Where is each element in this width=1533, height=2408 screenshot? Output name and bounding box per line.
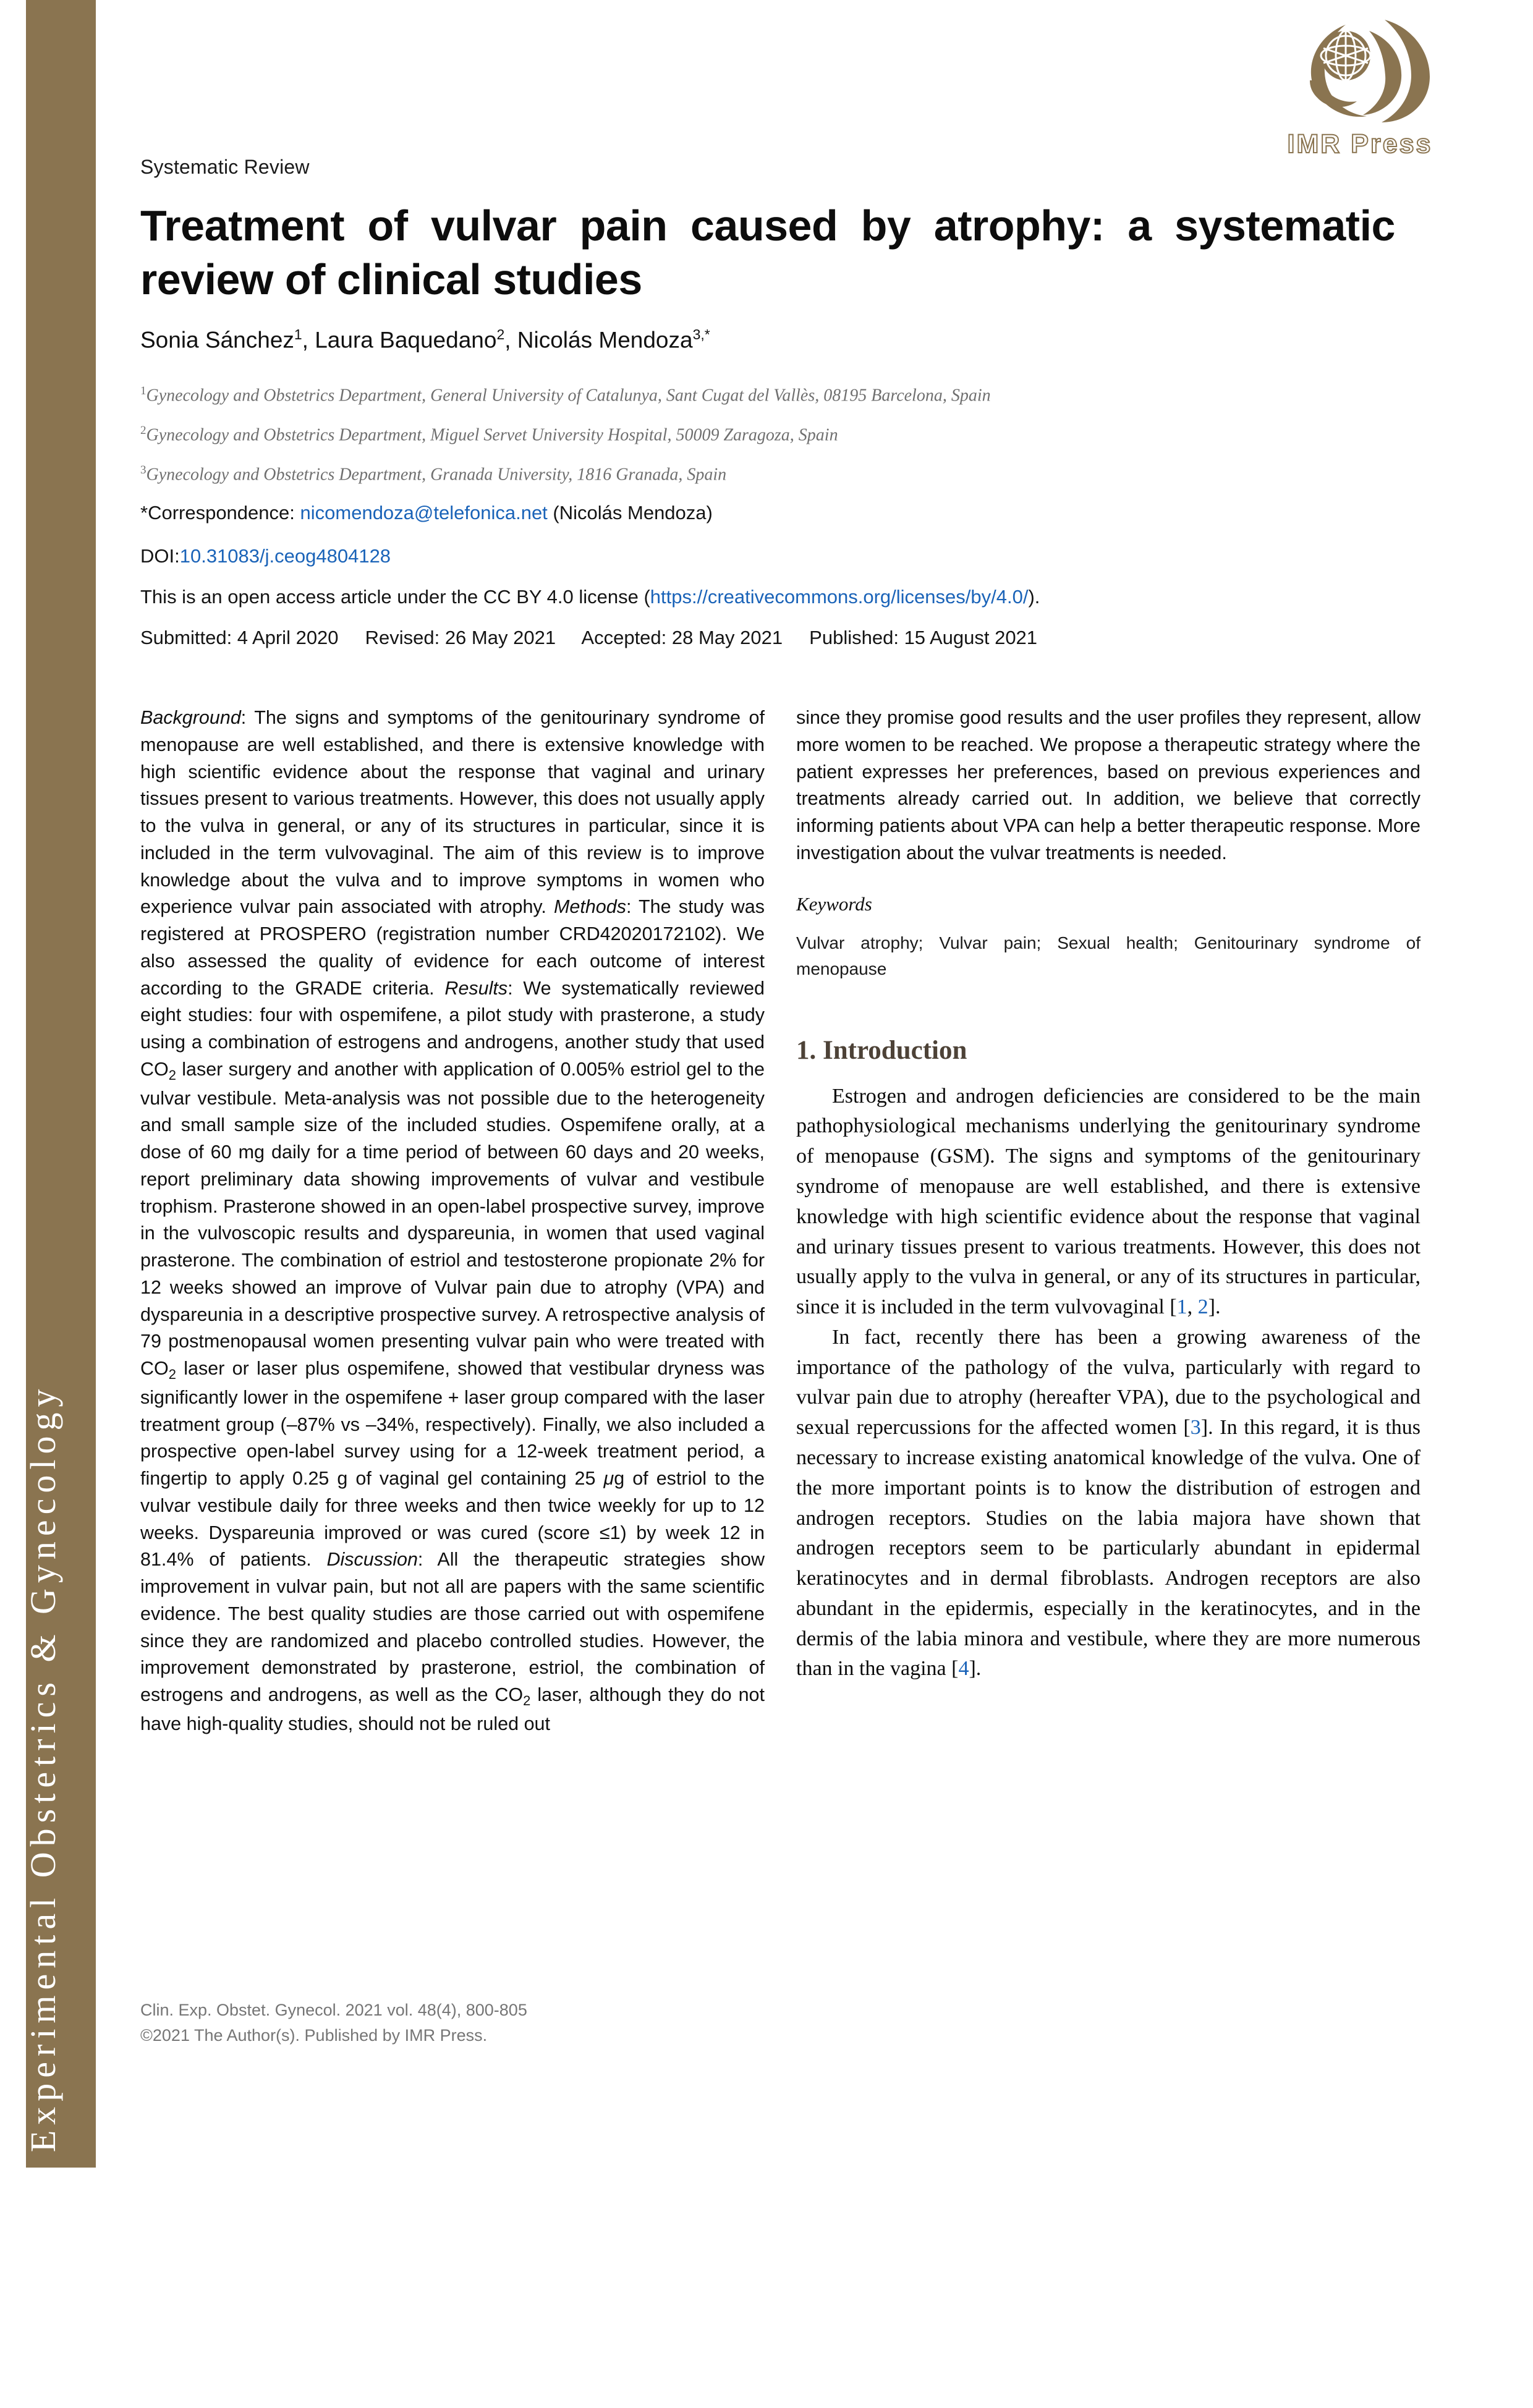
affiliation-3 (140, 464, 726, 485)
imr-press-logo (1276, 14, 1443, 162)
license-suffix: ). (1028, 586, 1040, 608)
imr-press-emblem-icon (1276, 14, 1443, 128)
license-prefix: This is an open access article under the CC BY 4.0 license ( (140, 586, 650, 608)
section-heading-introduction: 1. Introduction (796, 1035, 967, 1065)
column-right (796, 705, 1420, 1684)
page-footer (140, 1998, 527, 2048)
correspondence-label: *Correspondence: (140, 502, 295, 524)
footer-copyright: ©2021 The Author(s). Published by IMR Press. (140, 2025, 488, 2045)
doi-link[interactable]: 10.31083/j.ceog4804128 (179, 545, 391, 567)
affiliation-text-2: Gynecology and Obstetrics Department, Miguel Servet University Hospital, 50009 Zaragoza, Spain (146, 425, 838, 445)
doi-label: DOI: (140, 545, 180, 567)
correspondence-line (140, 502, 713, 524)
affiliation-1 (140, 384, 991, 405)
abstract-text-right: since they promise good results and the user profiles they represent, allow more women to be reached. We propose a therapeutic strategy where the patient expresses her preferences, based on previous experiences and treatments already carried out. In addition, we believe that correctly informing patients about VPA can help a better therapeutic response. More investigation about the vulvar treatments is needed. (796, 707, 1420, 863)
correspondence-name: (Nicolás Mendoza) (553, 502, 713, 524)
doi-line (140, 545, 391, 567)
introduction-paragraph-1: Estrogen and androgen deficiencies are considered to be the main pathophysiological mechanisms underlying the genitourinary syndrome of menopause (GSM). The signs and symptoms of the genitourinary syndrome of menopause are well established, and there is extensive knowledge with high scientific evidence about the response that vaginal and urinary tissues present to various treatments. However, this does not usually apply to the vulva in general, or any of its structures in particular, since it is included in the term vulvovaginal [1, 2]. (796, 1084, 1420, 1319)
page-title: Treatment of vulvar pain caused by atrophy: a systematic review of clinical studies (140, 201, 1395, 303)
affiliation-2 (140, 424, 838, 445)
introduction-paragraph-2: In fact, recently there has been a growing awareness of the importance of the pathology of the vulva, particularly with regard to vulvar pain due to atrophy (hereafter VPA), due to the psychological and sexual repercussions for the affected women [3]. In this regard, it is thus necessary to increase existing anatomical knowledge of the vulva. One of the more important points is to know the distribution of estrogen and androgen receptors. Studies on the labia majora have shown that androgen receptors seem to be particularly abundant in epidermal keratinocytes and in dermal fibroblasts. Androgen receptors are also abundant in the epidermis, especially in the keratinocytes, and in the dermis of the labia minora and vestibule, where they are more numerous than in the vagina [4]. (796, 1325, 1420, 1681)
affiliation-text-1: Gynecology and Obstetrics Department, General University of Catalunya, Sant Cugat del Vallès, 08195 Barcelona, Spain (146, 386, 991, 405)
publication-dates: Submitted: 4 April 2020 Revised: 26 May 2021 Accepted: 28 May 2021 Published: 15 August 2021 (140, 627, 1038, 648)
column-left (140, 705, 765, 1738)
correspondence-email-link[interactable]: nicomendoza@telefonica.net (300, 502, 548, 524)
keywords-list: Vulvar atrophy; Vulvar pain; Sexual health; Genitourinary syndrome of menopause (796, 933, 1420, 978)
journal-spine (22, 0, 96, 2408)
affiliation-marker-1: 1 (140, 384, 147, 397)
license-line (140, 586, 1040, 608)
affiliation-marker-2: 2 (140, 424, 147, 437)
keywords-heading: Keywords (796, 892, 872, 915)
introduction-body (796, 1082, 1420, 1685)
journal-spine-title: Clinical and Experimental Obstetrics & Gynecology (22, 1383, 63, 2408)
author-list: Sonia Sánchez$^1$, Laura Baquedano$^2$, Nicolás Mendoza$^{3,*}$ (140, 326, 710, 353)
imr-press-logo-text: IMR Press (1287, 129, 1433, 159)
abstract-text-left: Background: The signs and symptoms of the genitourinary syndrome of menopause are well established, and there is extensive knowledge with high scientific evidence about the response that vaginal and urinary tissues present to various treatments. However, this does not usually apply to the vulva in general, or any of its structures in particular, since it is included in the term vulvovaginal. The aim of this review is to improve knowledge about the vulva and to improve symptoms in women who experience vulvar pain associated with atrophy. Methods: The study was registered at PROSPERO (registration number CRD42020172102). We also assessed the quality of evidence for each outcome of interest according to the GRADE criteria. Results: We systematically reviewed eight studies: four with ospemifene, a pilot study with prasterone, a study using a combination of estrogens and androgens, another study that used $CO_2$ laser surgery and another with application of 0.005% estriol gel to the vulvar vestibule. Meta-analysis was not possible due to the heterogeneity and small sample size of the included studies. Ospemifene orally, at a dose of 60 mg daily for a time period of between 60 days and 20 weeks, report preliminary data showing improvements of vulvar and vestibule trophism. Prasterone showed in an open-label prospective survey, improve in the vulvoscopic results and dyspareunia, in women that used vaginal prasterone. The combination of estriol and testosterone propionate 2% for 12 weeks showed an improve of Vulvar pain due to atrophy (VPA) and dyspareunia in a descriptive prospective survey. A retrospective analysis of 79 postmenopausal women presenting vulvar pain who were treated with $CO_2$ laser or laser plus ospemifene, showed that vestibular dryness was significantly lower in the ospemifene + laser group compared with the laser treatment group (–87% vs –34%, respectively). Finally, we also included a prospective open-label survey using for a 12-week treatment period, a fingertip to apply 0.25 g of vaginal gel containing 25 μg of estriol to the vulvar vestibule daily for three weeks and then twice weekly for up to 12 weeks. Dyspareunia improved or was cured (score ≤1) by week 12 in 81.4% of patients. Discussion: All the therapeutic strategies show improvement in vulvar pain, but not all are papers with the same scientific evidence. The best quality studies are those carried out with ospemifene since they are randomized and placebo controlled studies. However, the improvement demonstrated by prasterone, estriol, the combination of estrogens and androgens, as well as the $CO_2$ laser, although they do not have high-quality studies, should not be ruled out (140, 707, 765, 1734)
page-content (96, 0, 1533, 2168)
article-type-label: Systematic Review (140, 156, 310, 178)
affiliation-marker-3: 3 (140, 464, 147, 477)
affiliation-text-3: Gynecology and Obstetrics Department, Granada University, 1816 Granada, Spain (146, 465, 727, 485)
license-url-link[interactable]: https://creativecommons.org/licenses/by/4.0/ (650, 586, 1029, 608)
footer-citation: Clin. Exp. Obstet. Gynecol. 2021 vol. 48(4), 800-805 (140, 2001, 527, 2019)
